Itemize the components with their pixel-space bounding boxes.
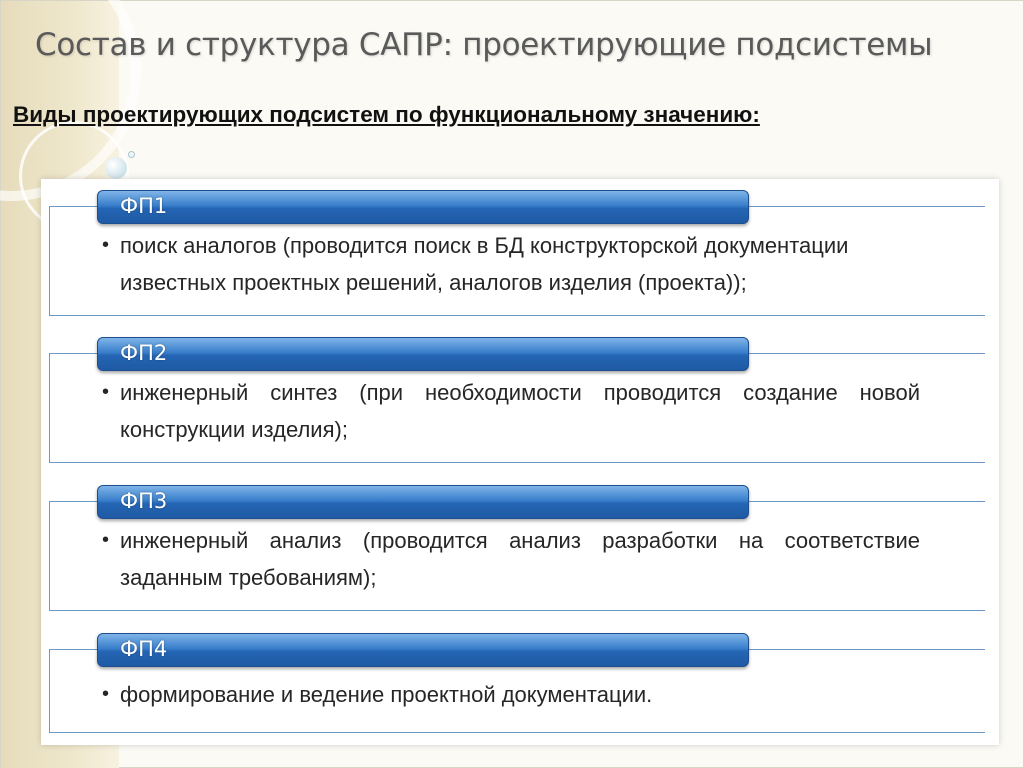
slide-subtitle: Виды проектирующих подсистем по функциональному значению: — [13, 102, 760, 127]
item-label: ФП2 — [120, 341, 168, 365]
item-description — [102, 227, 920, 301]
bullet-icon: • — [102, 683, 110, 705]
item-description — [102, 676, 920, 713]
bullet-icon: • — [102, 234, 110, 256]
item-description — [102, 522, 920, 596]
item-description — [102, 374, 920, 448]
slide-title: Состав и структура САПР: проектирующие подсистемы — [35, 27, 933, 63]
bullet-icon: • — [102, 381, 110, 403]
item-header-fp4 — [97, 633, 749, 667]
item-text: поиск аналогов (проводится поиск в БД конструкторской документации известных проектных решений, аналогов изделия (проекта)); — [120, 233, 849, 295]
item-header-fp2 — [97, 337, 749, 371]
decorative-small-bubble — [128, 151, 135, 158]
item-header-fp3 — [97, 485, 749, 519]
item-text: формирование и ведение проектной документации. — [120, 682, 653, 707]
item-label: ФП4 — [120, 637, 168, 661]
item-header-fp1 — [97, 190, 749, 224]
item-text: инженерный анализ (проводится анализ разработки на соответствие заданным требованиям); — [120, 528, 920, 590]
item-text: инженерный синтез (при необходимости проводится создание новой конструкции изделия); — [120, 380, 920, 442]
item-label: ФП3 — [120, 489, 168, 513]
item-label: ФП1 — [120, 194, 168, 218]
bullet-icon: • — [102, 529, 110, 551]
decorative-bubble — [105, 157, 127, 179]
